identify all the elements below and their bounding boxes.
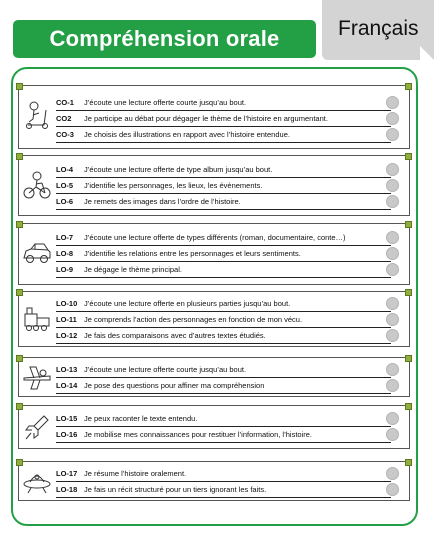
subject-tab (322, 0, 434, 60)
flying-saucer-icon (22, 467, 52, 497)
skill-code: LO-11 (56, 315, 77, 324)
skill-group-3 (18, 223, 410, 285)
skill-group-6 (18, 405, 410, 449)
list-item (56, 262, 391, 278)
skill-text: Je comprends l’action des personnages en fonction de mon vécu. (84, 315, 303, 324)
list-item (56, 312, 391, 328)
skill-text: Je fais des comparaisons avec d’autres textes étudiés. (84, 331, 266, 340)
list-item (56, 411, 391, 427)
skill-text: Je fais un récit structuré pour un tiers ignorant les faits. (84, 485, 267, 494)
scooter-child-icon (22, 100, 52, 130)
page-title-text: Compréhension orale (49, 26, 280, 51)
list-item (56, 95, 391, 111)
skill-text: J’écoute une lecture offerte de type album jusqu’au bout. (84, 165, 273, 174)
skill-code: CO2 (56, 114, 72, 123)
list-item (56, 328, 391, 344)
skill-group-4 (18, 291, 410, 347)
list-item (56, 482, 391, 498)
status-dot[interactable] (386, 483, 399, 496)
skill-code: LO-10 (56, 299, 78, 308)
status-dot[interactable] (386, 96, 399, 109)
status-dot[interactable] (386, 263, 399, 276)
status-dot[interactable] (386, 195, 399, 208)
list-item (56, 194, 391, 210)
list-item (56, 362, 391, 378)
skill-text: Je dégage le thème principal. (84, 265, 182, 274)
skill-code: LO-4 (56, 165, 74, 174)
skill-code: LO-18 (56, 485, 78, 494)
tab-corner-fold (420, 46, 434, 60)
skill-code: LO-16 (56, 430, 78, 439)
subject-label: Français (338, 17, 419, 40)
list-item (56, 111, 391, 127)
skill-code: LO-9 (56, 265, 74, 274)
status-dot[interactable] (386, 128, 399, 141)
list-item (56, 178, 391, 194)
skill-text: Je participe au débat pour dégager le thème de l’histoire en argumentant. (84, 114, 328, 123)
status-dot[interactable] (386, 231, 399, 244)
skill-code: LO-8 (56, 249, 74, 258)
skill-code: LO-5 (56, 181, 74, 190)
skill-text: J’écoute une lecture offerte courte jusqu’au bout. (84, 98, 247, 107)
skill-group-1 (18, 85, 410, 149)
list-item (56, 230, 391, 246)
page-title (13, 20, 316, 58)
skill-code: LO-15 (56, 414, 78, 423)
status-dot[interactable] (386, 179, 399, 192)
skill-text: J’identifie les relations entre les personnages et leurs sentiments. (84, 249, 301, 258)
skill-text: Je choisis des illustrations en rapport avec l’histoire entendue. (84, 130, 290, 139)
list-item (56, 246, 391, 262)
status-dot[interactable] (386, 363, 399, 376)
skill-code: LO-13 (56, 365, 78, 374)
list-item (56, 127, 391, 143)
skill-text: Je résume l’histoire oralement. (84, 469, 187, 478)
list-item (56, 162, 391, 178)
rocket-icon (22, 413, 52, 443)
skill-text: Je mobilise mes connaissances pour restituer l’information, l’histoire. (84, 430, 313, 439)
skill-group-5 (18, 357, 410, 397)
skill-text: J’écoute une lecture offerte en plusieurs parties jusqu’au bout. (84, 299, 291, 308)
skill-text: J’écoute une lecture offerte courte jusqu’au bout. (84, 365, 247, 374)
status-dot[interactable] (386, 329, 399, 342)
skill-code: LO-7 (56, 233, 74, 242)
skill-text: Je pose des questions pour affiner ma compréhension (84, 381, 265, 390)
skill-group-2 (18, 155, 410, 216)
list-item (56, 466, 391, 482)
car-icon (22, 238, 52, 268)
airplane-pilot-icon (22, 363, 52, 393)
status-dot[interactable] (386, 247, 399, 260)
skill-code: LO-6 (56, 197, 74, 206)
skill-group-7 (18, 461, 410, 501)
skill-text: Je peux raconter le texte entendu. (84, 414, 198, 423)
skill-code: CO-1 (56, 98, 74, 107)
status-dot[interactable] (386, 112, 399, 125)
status-dot[interactable] (386, 412, 399, 425)
status-dot[interactable] (386, 297, 399, 310)
skill-text: J’écoute une lecture offerte de types différents (roman, documentaire, conte…) (84, 233, 346, 242)
status-dot[interactable] (386, 379, 399, 392)
skill-code: CO-3 (56, 130, 74, 139)
skill-code: LO-14 (56, 381, 78, 390)
list-item (56, 296, 391, 312)
status-dot[interactable] (386, 163, 399, 176)
skill-code: LO-17 (56, 469, 78, 478)
list-item (56, 427, 391, 443)
skill-code: LO-12 (56, 331, 78, 340)
skill-text: Je remets des images dans l’ordre de l’histoire. (84, 197, 241, 206)
train-icon (22, 304, 52, 334)
status-dot[interactable] (386, 467, 399, 480)
status-dot[interactable] (386, 313, 399, 326)
status-dot[interactable] (386, 428, 399, 441)
skill-text: J’identifie les personnages, les lieux, les évènements. (84, 181, 263, 190)
list-item (56, 378, 391, 394)
bicycle-child-icon (22, 170, 52, 200)
